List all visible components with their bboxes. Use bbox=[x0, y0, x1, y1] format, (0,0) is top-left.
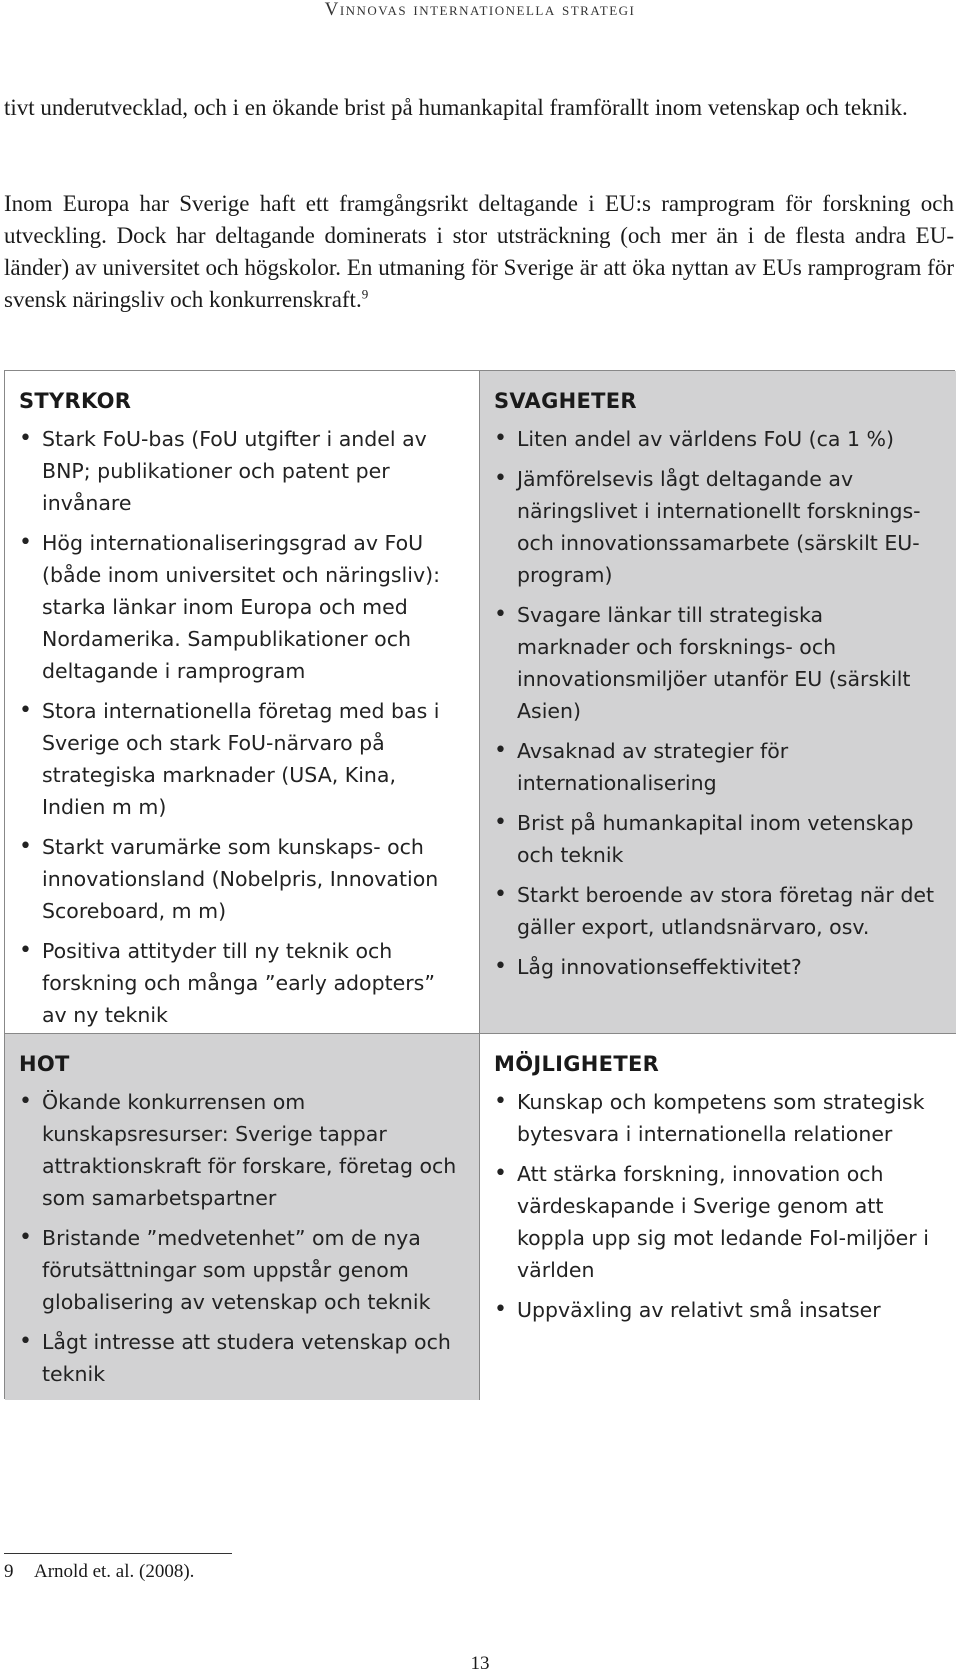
weaknesses-heading: SVAGHETER bbox=[494, 389, 637, 413]
list-item: • Avsaknad av strategier för internationalisering bbox=[494, 735, 942, 799]
footnote-number: 9 bbox=[4, 1561, 14, 1582]
footnote-text: Arnold et. al. (2008). bbox=[34, 1561, 195, 1582]
weaknesses-list bbox=[494, 423, 942, 983]
threats-heading: HOT bbox=[19, 1052, 70, 1076]
list-item: • Bristande ”medvetenhet” om de nya förutsättningar som uppstår genom globalisering av vetenskap och teknik bbox=[19, 1222, 465, 1318]
paragraph-1-text: tivt underutvecklad, och i en ökande brist på humankapital framförallt inom vetenskap och teknik. bbox=[4, 95, 908, 120]
list-item: • Kunskap och kompetens som strategisk bytesvara i internationella relationer bbox=[494, 1086, 942, 1150]
paragraph-2-content: Inom Europa har Sverige haft ett framgångsrikt deltagande i EU:s ramprogram för forskning och utveckling. Dock har deltagande dominerats i stor utsträckning (och mer än i de flesta andra EU-länder) av universitet och högskolor. En utmaning för Sverige är att öka nyttan av EUs ramprogram för svensk näringsliv och konkurrenskraft. bbox=[4, 191, 954, 312]
footnote-divider bbox=[4, 1553, 232, 1554]
list-item: • Låg innovationseffektivitet? bbox=[494, 951, 942, 983]
paragraph-2-text bbox=[4, 188, 954, 316]
threats-list bbox=[19, 1086, 465, 1390]
opportunities-heading: MÖJLIGHETER bbox=[494, 1052, 660, 1076]
swot-table bbox=[4, 370, 955, 1399]
list-item: • Hög internationaliseringsgrad av FoU (både inom universitet och näringsliv): starka länkar inom Europa och med Nordamerika. Sampublikationer och deltagande i ramprogram bbox=[19, 527, 465, 687]
list-item: • Brist på humankapital inom vetenskap och teknik bbox=[494, 807, 942, 871]
list-item: • Stark FoU-bas (FoU utgifter i andel av BNP; publikationer och patent per invånare bbox=[19, 423, 465, 519]
running-header: Vinnovas internationella strategi bbox=[324, 0, 636, 20]
swot-threats-cell bbox=[5, 1034, 480, 1400]
list-item: • Uppväxling av relativt små insatser bbox=[494, 1294, 942, 1326]
page-number: 13 bbox=[470, 1653, 490, 1674]
list-item: • Starkt beroende av stora företag när det gäller export, utlandsnärvaro, osv. bbox=[494, 879, 942, 943]
opportunities-list bbox=[494, 1086, 942, 1326]
list-item: • Svagare länkar till strategiska marknader och forsknings- och innovationsmiljöer utanför EU (särskilt Asien) bbox=[494, 599, 942, 727]
swot-opportunities-cell bbox=[480, 1034, 956, 1400]
list-item: • Positiva attityder till ny teknik och forskning och många ”early adopters” av ny teknik bbox=[19, 935, 465, 1031]
strengths-list bbox=[19, 423, 465, 1031]
list-item: • Jämförelsevis lågt deltagande av näringslivet i internationellt forsknings- och innovationssamarbete (särskilt EU-program) bbox=[494, 463, 942, 591]
footnote-reference[interactable]: 9 bbox=[361, 286, 369, 302]
list-item: • Stora internationella företag med bas i Sverige och stark FoU-närvaro på strategiska marknader (USA, Kina, Indien m m) bbox=[19, 695, 465, 823]
list-item: • Att stärka forskning, innovation och värdeskapande i Sverige genom att koppla upp sig mot ledande FoI-miljöer i världen bbox=[494, 1158, 942, 1286]
list-item: • Liten andel av världens FoU (ca 1 %) bbox=[494, 423, 942, 455]
list-item: • Ökande konkurrensen om kunskapsresurser: Sverige tappar attraktionskraft för forskare, företag och som samarbetspartner bbox=[19, 1086, 465, 1214]
footnote bbox=[4, 1560, 194, 1584]
swot-strengths-cell bbox=[5, 371, 480, 1034]
body-paragraph-1 bbox=[4, 92, 954, 124]
list-item: • Lågt intresse att studera vetenskap och teknik bbox=[19, 1326, 465, 1390]
list-item: • Starkt varumärke som kunskaps- och innovationsland (Nobelpris, Innovation Scoreboard, m m) bbox=[19, 831, 465, 927]
swot-weaknesses-cell bbox=[480, 371, 956, 1034]
body-paragraph-2 bbox=[4, 188, 954, 316]
strengths-heading: STYRKOR bbox=[19, 389, 132, 413]
